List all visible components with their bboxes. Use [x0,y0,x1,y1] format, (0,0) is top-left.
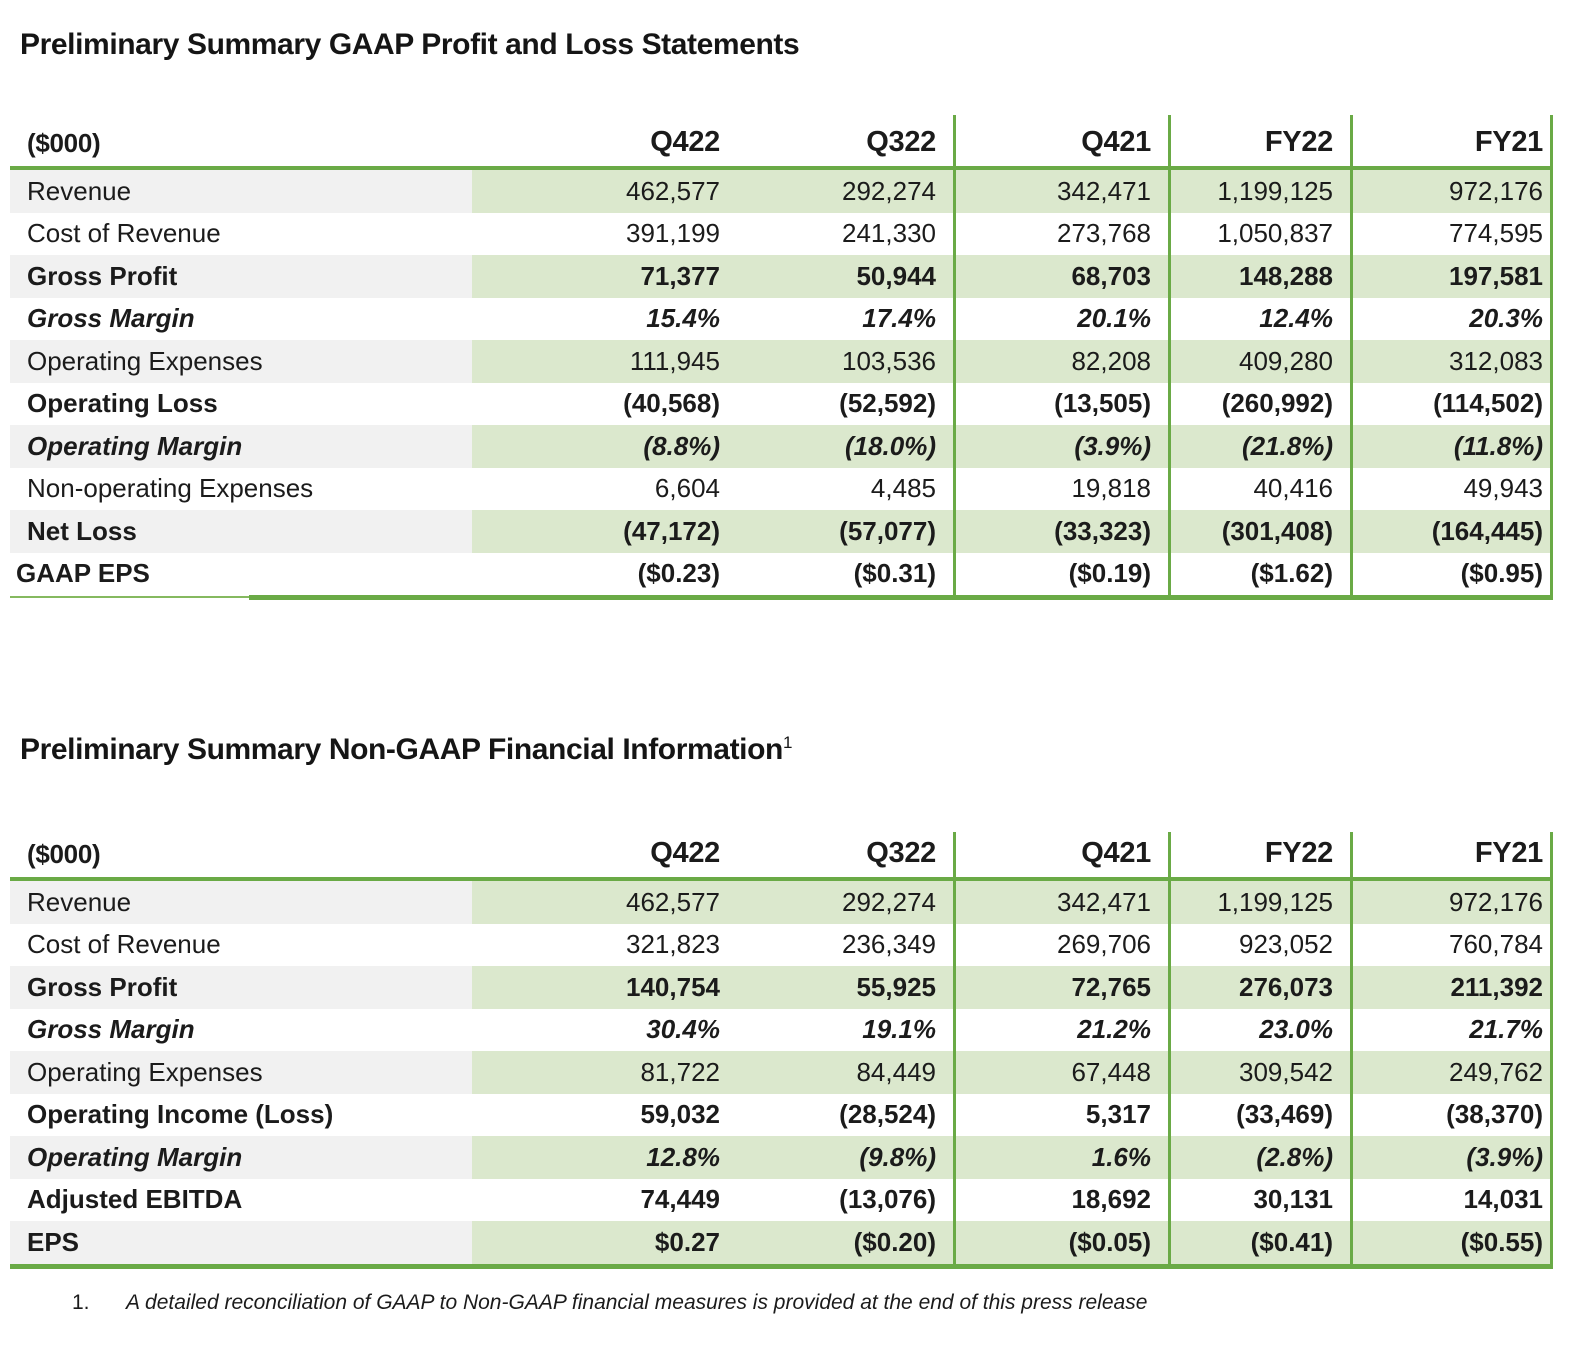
cell-fy22: 30,131 [1253,1184,1333,1215]
cell-fy21: ($0.95) [1460,558,1543,589]
table-row [10,1221,1553,1264]
non-gaap-table-title [20,733,792,767]
cell-q421: 68,703 [953,255,1168,298]
row-label: Net Loss [10,510,472,553]
row-label: EPS [10,1221,472,1264]
cell-fy21: 249,762 [1350,1051,1553,1094]
column-header-q322: Q322 [866,837,936,869]
cell-q322: 292,274 [737,170,953,213]
cell-fy22: 409,280 [1168,340,1350,383]
table-row [10,553,1553,596]
cell-q322: (28,524) [839,1099,936,1130]
cell-fy22: 276,073 [1168,966,1350,1009]
table-row [10,1009,1553,1052]
cell-q421: 5,317 [1085,1099,1151,1130]
gaap-table-title-text: Preliminary Summary GAAP Profit and Loss Statements [20,28,800,61]
cell-fy22: 40,416 [1253,473,1333,504]
table-row [10,340,1553,383]
cell-q421: 18,692 [1071,1184,1151,1215]
cell-q322: 55,925 [737,966,953,1009]
cell-q422: 6,604 [654,473,720,504]
cell-q421: 1.6% [953,1136,1168,1179]
row-label: Operating Margin [10,425,472,468]
table-row [10,1179,1553,1222]
cell-fy22: (260,992) [1221,388,1333,419]
table-row [10,213,1553,256]
cell-fy22: (301,408) [1168,510,1350,553]
cell-q421: 67,448 [953,1051,1168,1094]
table-header-row [10,832,1553,877]
cell-q421: 82,208 [953,340,1168,383]
cell-fy21: (164,445) [1350,510,1553,553]
cell-fy22: ($0.41) [1168,1221,1350,1264]
table-header-row [10,115,1553,166]
cell-q421: 20.1% [1077,303,1151,334]
cell-q322: (13,076) [839,1184,936,1215]
column-divider-line [1550,832,1553,1264]
cell-fy21: (11.8%) [1350,425,1553,468]
row-label: Gross Profit [10,966,472,1009]
cell-fy22: (2.8%) [1168,1136,1350,1179]
cell-fy21: 49,943 [1463,473,1543,504]
cell-fy22: 23.0% [1259,1014,1333,1045]
cell-q422: 30.4% [646,1014,720,1045]
cell-fy22: 923,052 [1239,929,1333,960]
row-label: Operating Expenses [10,340,472,383]
cell-q322: (18.0%) [737,425,953,468]
footnote-number: 1. [72,1291,90,1314]
cell-fy22: (21.8%) [1168,425,1350,468]
column-divider-line [953,115,956,595]
cell-fy22: 148,288 [1168,255,1350,298]
cell-fy21: 774,595 [1449,218,1543,249]
column-header-fy22: FY22 [1264,126,1333,158]
cell-fy22: 1,050,837 [1217,218,1333,249]
footnote-text: A detailed reconciliation of GAAP to Non-GAAP financial measures is provided at the end of this press release [126,1291,1148,1314]
row-label: Cost of Revenue [27,218,221,249]
row-label: Adjusted EBITDA [27,1184,243,1215]
column-header-fy21: FY21 [1474,837,1543,869]
cell-q422: 12.8% [472,1136,737,1179]
cell-fy22: ($1.62) [1250,558,1333,589]
cell-q421: 19,818 [1071,473,1151,504]
cell-q322: 292,274 [737,881,953,924]
cell-fy21: 312,083 [1350,340,1553,383]
cell-q421: ($0.19) [1068,558,1151,589]
cell-q422: 71,377 [472,255,737,298]
table-row [10,1136,1553,1179]
cell-fy21: 760,784 [1449,929,1543,960]
cell-q322: 17.4% [862,303,936,334]
column-divider-line [1168,832,1171,1264]
cell-q322: ($0.20) [737,1221,953,1264]
cell-fy21: (38,370) [1446,1099,1543,1130]
cell-fy21: 197,581 [1350,255,1553,298]
column-divider-line [1168,115,1171,595]
cell-q322: 50,944 [737,255,953,298]
row-label: Operating Expenses [10,1051,472,1094]
row-label: Gross Margin [27,303,195,334]
cell-q422: 81,722 [472,1051,737,1094]
gaap-pl-table [10,115,1553,600]
column-header-q422: Q422 [650,126,720,158]
cell-fy21: 972,176 [1350,170,1553,213]
cell-q422: 391,199 [626,218,720,249]
row-label: Operating Income (Loss) [27,1099,334,1130]
cell-q421: (33,323) [953,510,1168,553]
table-row [10,1094,1553,1137]
table-row [10,255,1553,298]
cell-q422: 140,754 [472,966,737,1009]
cell-fy21: ($0.55) [1350,1221,1553,1264]
column-header-q422: Q422 [650,837,720,869]
cell-q322: 103,536 [737,340,953,383]
row-label: Operating Loss [27,388,218,419]
cell-fy21: (114,502) [1433,388,1543,419]
column-header-fy21: FY21 [1474,126,1543,158]
column-header-q421: Q421 [1081,126,1151,158]
cell-q322: 236,349 [842,929,936,960]
cell-q422: (47,172) [472,510,737,553]
cell-q422: (8.8%) [472,425,737,468]
row-label: GAAP EPS [16,558,150,589]
cell-q421: (13,505) [1054,388,1151,419]
cell-q322: 4,485 [870,473,936,504]
cell-fy22: 1,199,125 [1168,170,1350,213]
cell-q322: 19.1% [862,1014,936,1045]
row-label: Revenue [10,881,472,924]
cell-q322: (9.8%) [737,1136,953,1179]
gaap-table-title [20,28,799,62]
cell-fy21: 211,392 [1350,966,1553,1009]
cell-q421: 342,471 [953,170,1168,213]
unit-label: ($000) [27,839,101,869]
column-divider-line [1350,115,1353,595]
cell-q322: 84,449 [737,1051,953,1094]
footnote-reference-superscript: 1 [782,733,793,752]
cell-q422: 111,945 [472,340,737,383]
cell-fy21: 20.3% [1469,303,1543,334]
row-label: Non-operating Expenses [27,473,314,504]
cell-q421: ($0.05) [953,1221,1168,1264]
table-row [10,383,1553,426]
cell-fy22: (33,469) [1236,1099,1333,1130]
cell-fy21: (3.9%) [1350,1136,1553,1179]
cell-q422: 74,449 [640,1184,720,1215]
cell-q422: (40,568) [623,388,720,419]
cell-fy21: 14,031 [1463,1184,1543,1215]
cell-fy22: 1,199,125 [1168,881,1350,924]
cell-q422: 462,577 [472,881,737,924]
column-divider-line [953,832,956,1264]
table-row [10,924,1553,967]
footnote [72,1291,1147,1315]
non-gaap-table-title-text: Preliminary Summary Non-GAAP Financial Information [20,733,783,766]
cell-fy22: 12.4% [1259,303,1333,334]
cell-q421: 269,706 [1057,929,1151,960]
column-header-fy22: FY22 [1264,837,1333,869]
column-header-q421: Q421 [1081,837,1151,869]
row-label: Operating Margin [10,1136,472,1179]
cell-q322: ($0.31) [853,558,936,589]
table-row [10,170,1553,213]
cell-q422: ($0.23) [637,558,720,589]
cell-q421: 273,768 [1057,218,1151,249]
table-row [10,425,1553,468]
table-row [10,510,1553,553]
table-row [10,966,1553,1009]
row-label: Gross Profit [10,255,472,298]
cell-q421: 21.2% [1077,1014,1151,1045]
cell-fy21: 972,176 [1350,881,1553,924]
cell-fy21: 21.7% [1469,1014,1543,1045]
cell-q422: 15.4% [646,303,720,334]
cell-q322: 241,330 [842,218,936,249]
row-label: Gross Margin [27,1014,195,1045]
table-row [10,298,1553,341]
non-gaap-financial-table [10,832,1553,1269]
cell-q422: 321,823 [626,929,720,960]
table-row [10,1051,1553,1094]
row-label: Cost of Revenue [27,929,221,960]
column-divider-line [1350,832,1353,1264]
table-row [10,881,1553,924]
unit-label: ($000) [27,128,101,158]
cell-q422: 462,577 [472,170,737,213]
cell-q322: (52,592) [839,388,936,419]
cell-q322: (57,077) [737,510,953,553]
cell-q422: 59,032 [640,1099,720,1130]
column-divider-line [1550,115,1553,595]
column-header-q322: Q322 [866,126,936,158]
table-row [10,468,1553,511]
cell-q421: (3.9%) [953,425,1168,468]
cell-q421: 72,765 [953,966,1168,1009]
cell-fy22: 309,542 [1168,1051,1350,1094]
cell-q422: $0.27 [472,1221,737,1264]
cell-q421: 342,471 [953,881,1168,924]
row-label: Revenue [10,170,472,213]
